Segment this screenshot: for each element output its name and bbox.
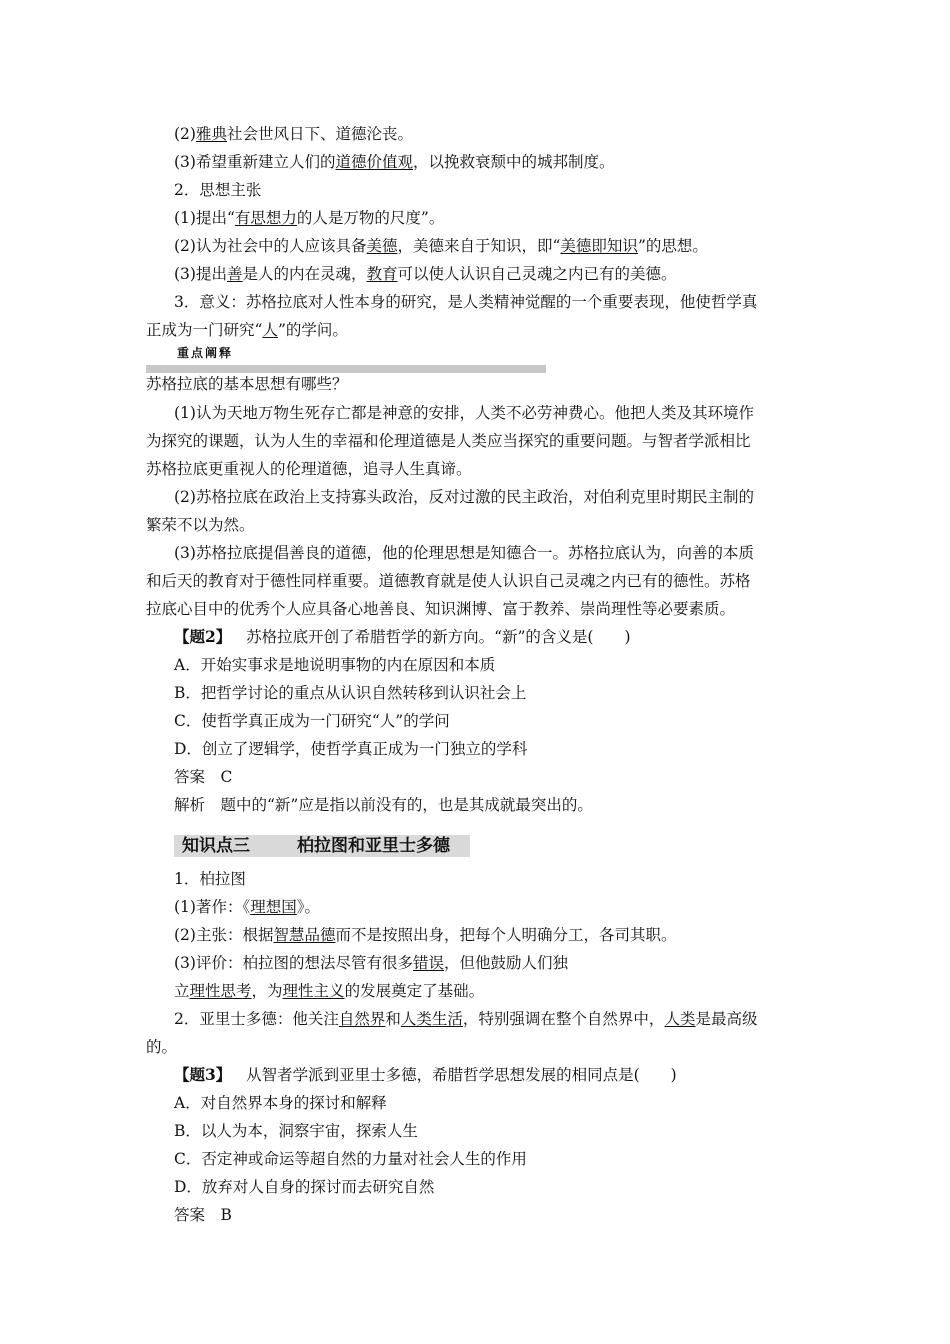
explain-a3-line: 拉底心目中的优秀个人应具备心地善良、知识渊博、富于教养、崇尚理性等必要素质。 bbox=[146, 600, 736, 618]
question-3-answer: 答案 B bbox=[174, 1206, 232, 1224]
plato-evaluation: (3)评价：柏拉图的想法尽管有很多错误，但他鼓励人们独 bbox=[174, 954, 568, 972]
question-tag: 【题3】 bbox=[174, 1065, 232, 1084]
question-2-option: D．创立了逻辑学，使哲学真正成为一门独立的学科 bbox=[174, 740, 528, 758]
significance-line-1: 3．意义：苏格拉底对人性本身的研究，是人类精神觉醒的一个重要表现，他使哲学真 bbox=[174, 293, 758, 311]
question-2-stem: 【题2】 苏格拉底开创了希腊哲学的新方向。“新”的含义是( ) bbox=[174, 627, 631, 646]
plato-works: (1)著作：《理想国》。 bbox=[174, 898, 320, 916]
explain-a3-line: (3)苏格拉底提倡善良的道德，他的伦理思想是知德合一。苏格拉底认为，向善的本质 bbox=[174, 544, 754, 562]
knowledge-point-number: 知识点三 bbox=[182, 836, 250, 856]
question-3-option: B．以人为本，洞察宇宙，探索人生 bbox=[174, 1122, 418, 1140]
explain-a1-line: 苏格拉底更重视人的伦理道德，追寻人生真谛。 bbox=[146, 460, 472, 478]
question-2-option: C．使哲学真正成为一门研究“人”的学问 bbox=[174, 712, 450, 730]
knowledge-point-title: 柏拉图和亚里士多德 bbox=[297, 836, 450, 856]
plato-view: (2)主张：根据智慧品德而不是按照出身，把每个人明确分工，各司其职。 bbox=[174, 926, 677, 944]
explain-a1-line: (1)认为天地万物生死存亡都是神意的安排，人类不必劳神费心。他把人类及其环境作 bbox=[174, 404, 754, 422]
question-tag: 【题2】 bbox=[174, 627, 232, 646]
question-2-analysis: 解析 题中的“新”应是指以前没有的，也是其成就最突出的。 bbox=[174, 796, 593, 814]
question-3-option: D．放弃对人自身的探讨而去研究自然 bbox=[174, 1178, 435, 1196]
thought-item-2: (2)认为社会中的人应该具备美德，美德来自于知识，即“美德即知识”的思想。 bbox=[174, 237, 708, 255]
question-3-stem: 【题3】 从智者学派到亚里士多德，希腊哲学思想发展的相同点是( ) bbox=[174, 1065, 677, 1084]
explain-question: 苏格拉底的基本思想有哪些？ bbox=[146, 375, 348, 393]
significance-line-2: 正成为一门研究“人”的学问。 bbox=[146, 321, 348, 339]
aristotle-line-2: 的。 bbox=[146, 1038, 178, 1056]
question-2-option: B．把哲学讨论的重点从认识自然转移到认识社会上 bbox=[174, 684, 527, 702]
aristotle-line-1: 2．亚里士多德：他关注自然界和人类生活，特别强调在整个自然界中，人类是最高级 bbox=[174, 1010, 758, 1028]
question-2-option: A．开始实事求是地说明事物的内在原因和本质 bbox=[174, 656, 496, 674]
heading-thought: 2．思想主张 bbox=[174, 181, 262, 199]
explain-a2-line: (2)苏格拉底在政治上支持寡头政治，反对过激的民主政治，对伯利克里时期民主制的 bbox=[174, 488, 754, 506]
section-label: 重点阐释 bbox=[177, 346, 234, 360]
section-divider bbox=[146, 365, 546, 373]
explain-a2-line: 繁荣不以为然。 bbox=[146, 516, 255, 534]
explain-a3-line: 和后天的教育对于德性同样重要。道德教育就是使人认识自己灵魂之内已有的德性。苏格 bbox=[146, 572, 751, 590]
plato-heading: 1．柏拉图 bbox=[174, 870, 246, 888]
question-3-option: A．对自然界本身的探讨和解释 bbox=[174, 1094, 387, 1112]
plato-evaluation-cont: 立理性思考，为理性主义的发展奠定了基础。 bbox=[174, 982, 485, 1000]
explain-a1-line: 为探究的课题，认为人生的幸福和伦理道德是人类应当探究的重要问题。与智者学派相比 bbox=[146, 432, 751, 450]
knowledge-point-header bbox=[174, 835, 470, 857]
cause-item-2: (2)雅典社会世风日下、道德沦丧。 bbox=[174, 125, 413, 143]
thought-item-1: (1)提出“有思想力的人是万物的尺度”。 bbox=[174, 209, 445, 227]
question-3-option: C．否定神或命运等超自然的力量对社会人生的作用 bbox=[174, 1150, 527, 1168]
question-2-answer: 答案 C bbox=[174, 768, 233, 786]
thought-item-3: (3)提出善是人的内在灵魂，教育可以使人认识自己灵魂之内已有的美德。 bbox=[174, 265, 677, 283]
cause-item-3: (3)希望重新建立人们的道德价值观，以挽救衰颓中的城邦制度。 bbox=[174, 153, 615, 171]
